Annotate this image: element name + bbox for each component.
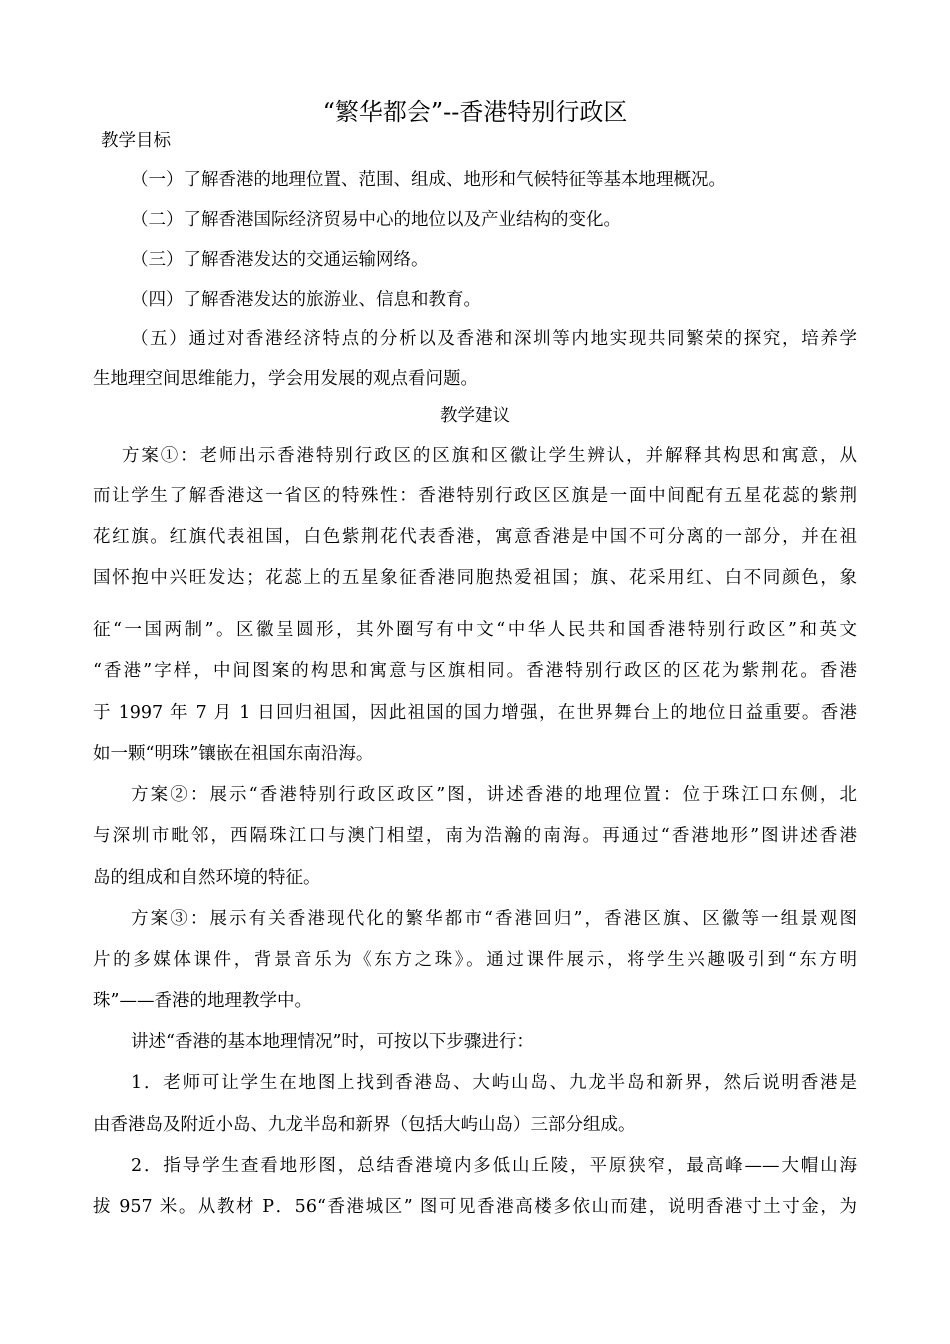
step1-line-2: 由香港岛及附近小岛、九龙半岛和新界（包括大屿山岛）三部分组成。 xyxy=(93,1115,636,1135)
plan2-line-3: 岛的组成和自然环境的特征。 xyxy=(93,868,321,888)
step2-line-1: 2．指导学生查看地形图，总结香港境内多低山丘陵，平原狭窄，最高峰——大帽山海 xyxy=(131,1156,857,1176)
plan1-line-6: “香港”字样，中间图案的构思和寓意与区旗相同。香港特别行政区的区花为紫荆花。香港 xyxy=(93,661,857,681)
plan1-line-2: 而让学生了解香港这一省区的特殊性：香港特别行政区区旗是一面中间配有五星花蕊的紫荆 xyxy=(93,486,857,506)
objective-1: （一）了解香港的地理位置、范围、组成、地形和气候特征等基本地理概况。 xyxy=(131,170,726,190)
objective-3: （三）了解香港发达的交通运输网络。 xyxy=(131,250,429,270)
step1-line-1: 1．老师可让学生在地图上找到香港岛、大屿山岛、九龙半岛和新界，然后说明香港是 xyxy=(131,1073,857,1093)
objective-4: （四）了解香港发达的旅游业、信息和教育。 xyxy=(131,290,481,310)
plan1-line-3: 花红旗。红旗代表祖国，白色紫荆花代表香港，寓意香港是中国不可分离的一部分，并在祖 xyxy=(93,527,857,547)
suggestions-heading: 教学建议 xyxy=(440,406,510,426)
plan1-line-4: 国怀抱中兴旺发达；花蕊上的五星象征香港同胞热爱祖国；旗、花采用红、白不同颜色，象 xyxy=(93,568,857,588)
plan3-line-1: 方案③：展示有关香港现代化的繁华都市“香港回归”，香港区旗、区徽等一组景观图 xyxy=(131,909,857,929)
objective-2: （二）了解香港国际经济贸易中心的地位以及产业结构的变化。 xyxy=(131,210,621,230)
objective-5-line-2: 生地理空间思维能力，学会用发展的观点看问题。 xyxy=(93,369,478,389)
plan2-line-2: 与深圳市毗邻，西隔珠江口与澳门相望，南为浩瀚的南海。再通过“香港地形”图讲述香港 xyxy=(93,826,857,846)
plan3-line-2: 片的多媒体课件，背景音乐为《东方之珠》。通过课件展示，将学生兴趣吸引到“东方明 xyxy=(93,950,857,970)
objectives-heading: 教学目标 xyxy=(101,131,171,151)
plan1-line-7: 于 1997 年 7 月 1 日回归祖国，因此祖国的国力增强，在世界舞台上的地位日益重要。香港 xyxy=(93,703,857,723)
plan2-line-1: 方案②：展示“香港特别行政区政区”图，讲述香港的地理位置：位于珠江口东侧，北 xyxy=(131,785,857,805)
plan3-line-3: 珠”——香港的地理教学中。 xyxy=(93,991,312,1011)
plan1-line-8: 如一颗“明珠”镶嵌在祖国东南沿海。 xyxy=(93,744,374,764)
step2-line-2: 拔 957 米。从教材 P．56“香港城区” 图可见香港高楼多依山而建，说明香港寸土寸金，为 xyxy=(93,1197,857,1217)
objective-5-line-1: （五）通过对香港经济特点的分析以及香港和深圳等内地实现共同繁荣的探究，培养学 xyxy=(131,329,857,349)
document-title: “繁华都会”--香港特别行政区 xyxy=(322,98,628,126)
plan1-line-1: 方案①：老师出示香港特别行政区的区旗和区徽让学生辨认，并解释其构思和寓意，从 xyxy=(122,446,857,466)
steps-intro: 讲述“香港的基本地理情况”时，可按以下步骤进行： xyxy=(131,1032,534,1052)
plan1-line-5: 征“一国两制”。区徽呈圆形，其外圈写有中文“中华人民共和国香港特别行政区”和英文 xyxy=(93,620,857,640)
